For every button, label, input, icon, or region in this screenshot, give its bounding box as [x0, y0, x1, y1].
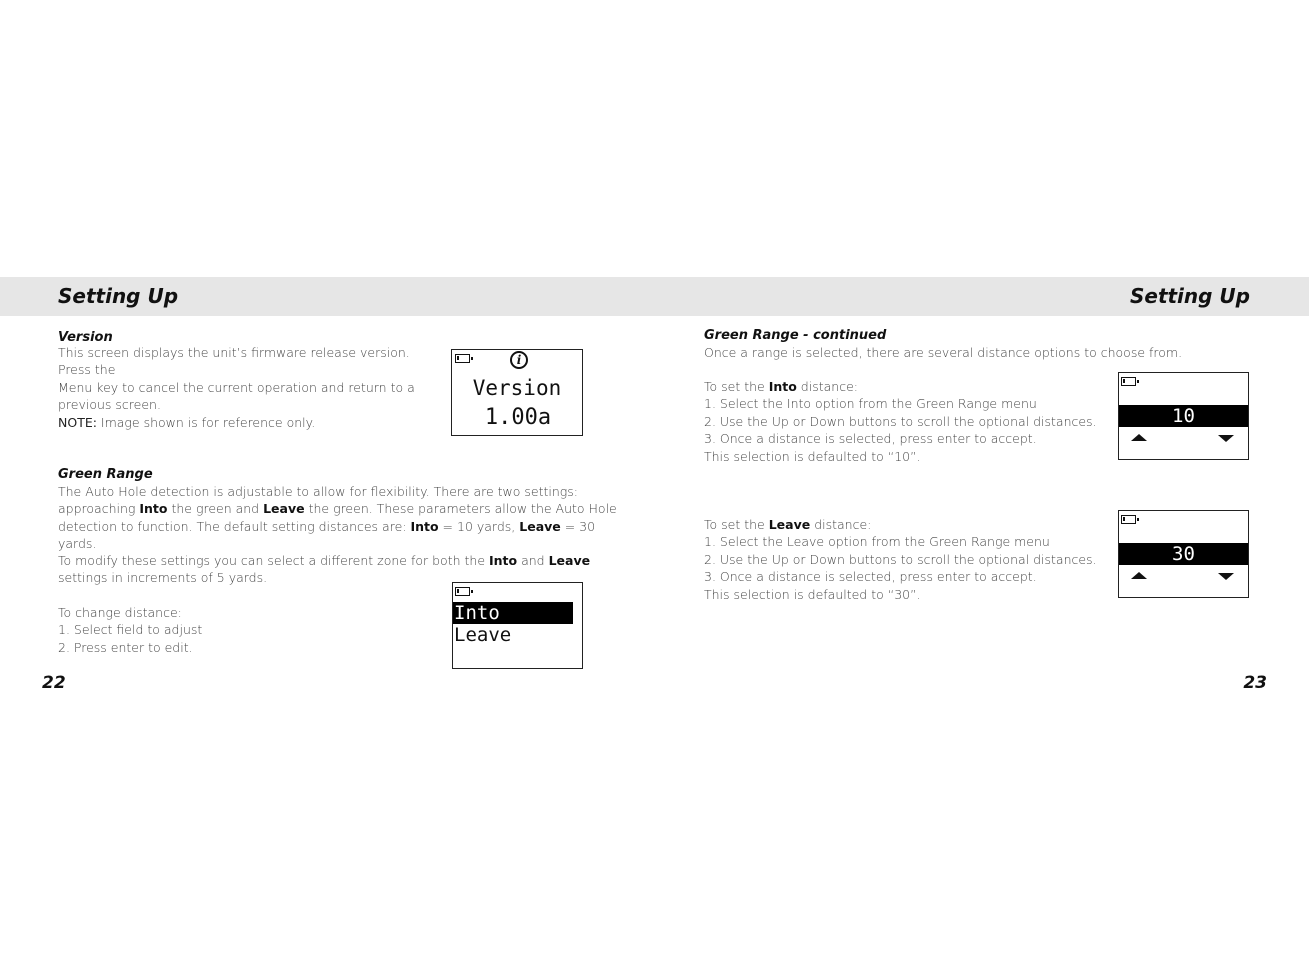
- into-distance-screen: [1118, 372, 1249, 460]
- gr-line-2: [58, 500, 618, 517]
- left-page-title: Setting Up: [58, 284, 179, 308]
- right-page-title: Setting Up: [1129, 284, 1250, 308]
- green-range-heading: Green Range: [58, 467, 153, 482]
- leave-step-3: 3. Once a distance is selected, press enter to accept.: [704, 569, 1037, 585]
- into-lead-text: distance:: [796, 379, 858, 394]
- version-description: [58, 344, 443, 431]
- into-step-2: 2. Use the Up or Down buttons to scroll the optional distances.: [704, 413, 1097, 429]
- leave-distance-value: 30: [1119, 543, 1248, 565]
- into-default: This selection is defaulted to “10”.: [704, 448, 921, 464]
- green-range-description: [58, 483, 618, 553]
- version-note: [58, 414, 443, 431]
- triangle-down-icon: [1218, 573, 1234, 580]
- gr-line-1: The Auto Hole detection is adjustable to allow for flexibility. There are two settings:: [58, 484, 579, 499]
- triangle-up-icon: [1131, 572, 1147, 579]
- change-step-2: 2. Press enter to edit.: [58, 639, 193, 655]
- leave-lead-text: distance:: [810, 517, 872, 532]
- leave-instructions: [704, 516, 1104, 603]
- version-number: 1.00a: [484, 405, 552, 430]
- into-step-1: 1. Select the Into option from the Green Range menu: [704, 396, 1037, 412]
- into-step-3: 3. Once a distance is selected, press enter to accept.: [704, 431, 1037, 447]
- version-label: Version: [472, 376, 562, 400]
- menu-item-leave: Leave: [454, 624, 512, 646]
- change-title: To change distance:: [58, 605, 182, 620]
- continued-intro: Once a range is selected, there are several distance options to choose from.: [704, 345, 1183, 360]
- gr-text: = 30 yards.: [58, 518, 596, 552]
- leave-lead-text: To set the: [704, 517, 769, 532]
- version-line-1: This screen displays the unit’s firmware release version. Press the: [58, 345, 410, 378]
- right-page-number: 23: [1243, 673, 1267, 693]
- triangle-down-icon: [1218, 435, 1234, 442]
- into-bold: Into: [768, 379, 797, 394]
- leave-step-1: 1. Select the Leave option from the Green Range menu: [704, 534, 1050, 550]
- into-bold: Into: [410, 518, 439, 534]
- green-range-continued-heading: Green Range - continued: [704, 328, 887, 343]
- note-label: NOTE:: [58, 414, 97, 430]
- leave-bold: Leave: [519, 518, 561, 534]
- modify-text: To modify these settings you can select a different zone for both the: [58, 553, 489, 568]
- header-band: [0, 277, 1309, 316]
- battery-icon: [455, 587, 470, 596]
- into-bold: Into: [489, 553, 518, 568]
- leave-default: This selection is defaulted to “30”.: [704, 586, 921, 602]
- version-screen: [451, 349, 583, 436]
- leave-bold: Leave: [263, 501, 305, 517]
- leave-bold: Leave: [768, 517, 811, 532]
- leave-lead: [704, 516, 1104, 533]
- gr-line-3: [58, 518, 618, 553]
- leave-step-2: 2. Use the Up or Down buttons to scroll the optional distances.: [704, 551, 1097, 567]
- note-text: Image shown is for reference only.: [96, 414, 316, 430]
- modify-text: and: [517, 553, 549, 568]
- gr-text: detection to function. The default setting distances are:: [58, 518, 411, 534]
- battery-icon: [1121, 515, 1136, 524]
- version-heading: Version: [58, 330, 113, 345]
- leave-bold: Leave: [548, 553, 591, 568]
- menu-item-into-selected: Into: [453, 602, 573, 624]
- info-icon: i: [510, 351, 528, 369]
- gr-text: the green and: [167, 501, 264, 517]
- change-step-1: 1. Select field to adjust: [58, 622, 203, 638]
- battery-icon: [1121, 377, 1136, 386]
- into-distance-value: 10: [1119, 405, 1248, 427]
- into-lead-text: To set the: [704, 379, 769, 394]
- into-instructions: [704, 378, 1104, 465]
- leave-distance-screen: [1118, 510, 1249, 598]
- gr-text: = 10 yards,: [438, 518, 520, 534]
- version-line-3: previous screen.: [58, 397, 161, 413]
- left-page-number: 22: [42, 673, 66, 693]
- into-lead: [704, 378, 1104, 395]
- change-distance-steps: [58, 604, 358, 656]
- modify-line-1: [58, 552, 618, 569]
- modify-line-2: settings in increments of 5 yards.: [58, 570, 268, 586]
- into-bold: Into: [139, 501, 168, 517]
- triangle-up-icon: [1131, 434, 1147, 441]
- gr-text: approaching: [58, 501, 140, 517]
- battery-icon: [455, 354, 470, 363]
- gr-text: the green. These parameters allow the Auto Hole: [304, 501, 617, 517]
- version-line-2: Menu key to cancel the current operation and return to a: [58, 379, 415, 395]
- green-range-menu-screen: [452, 582, 583, 669]
